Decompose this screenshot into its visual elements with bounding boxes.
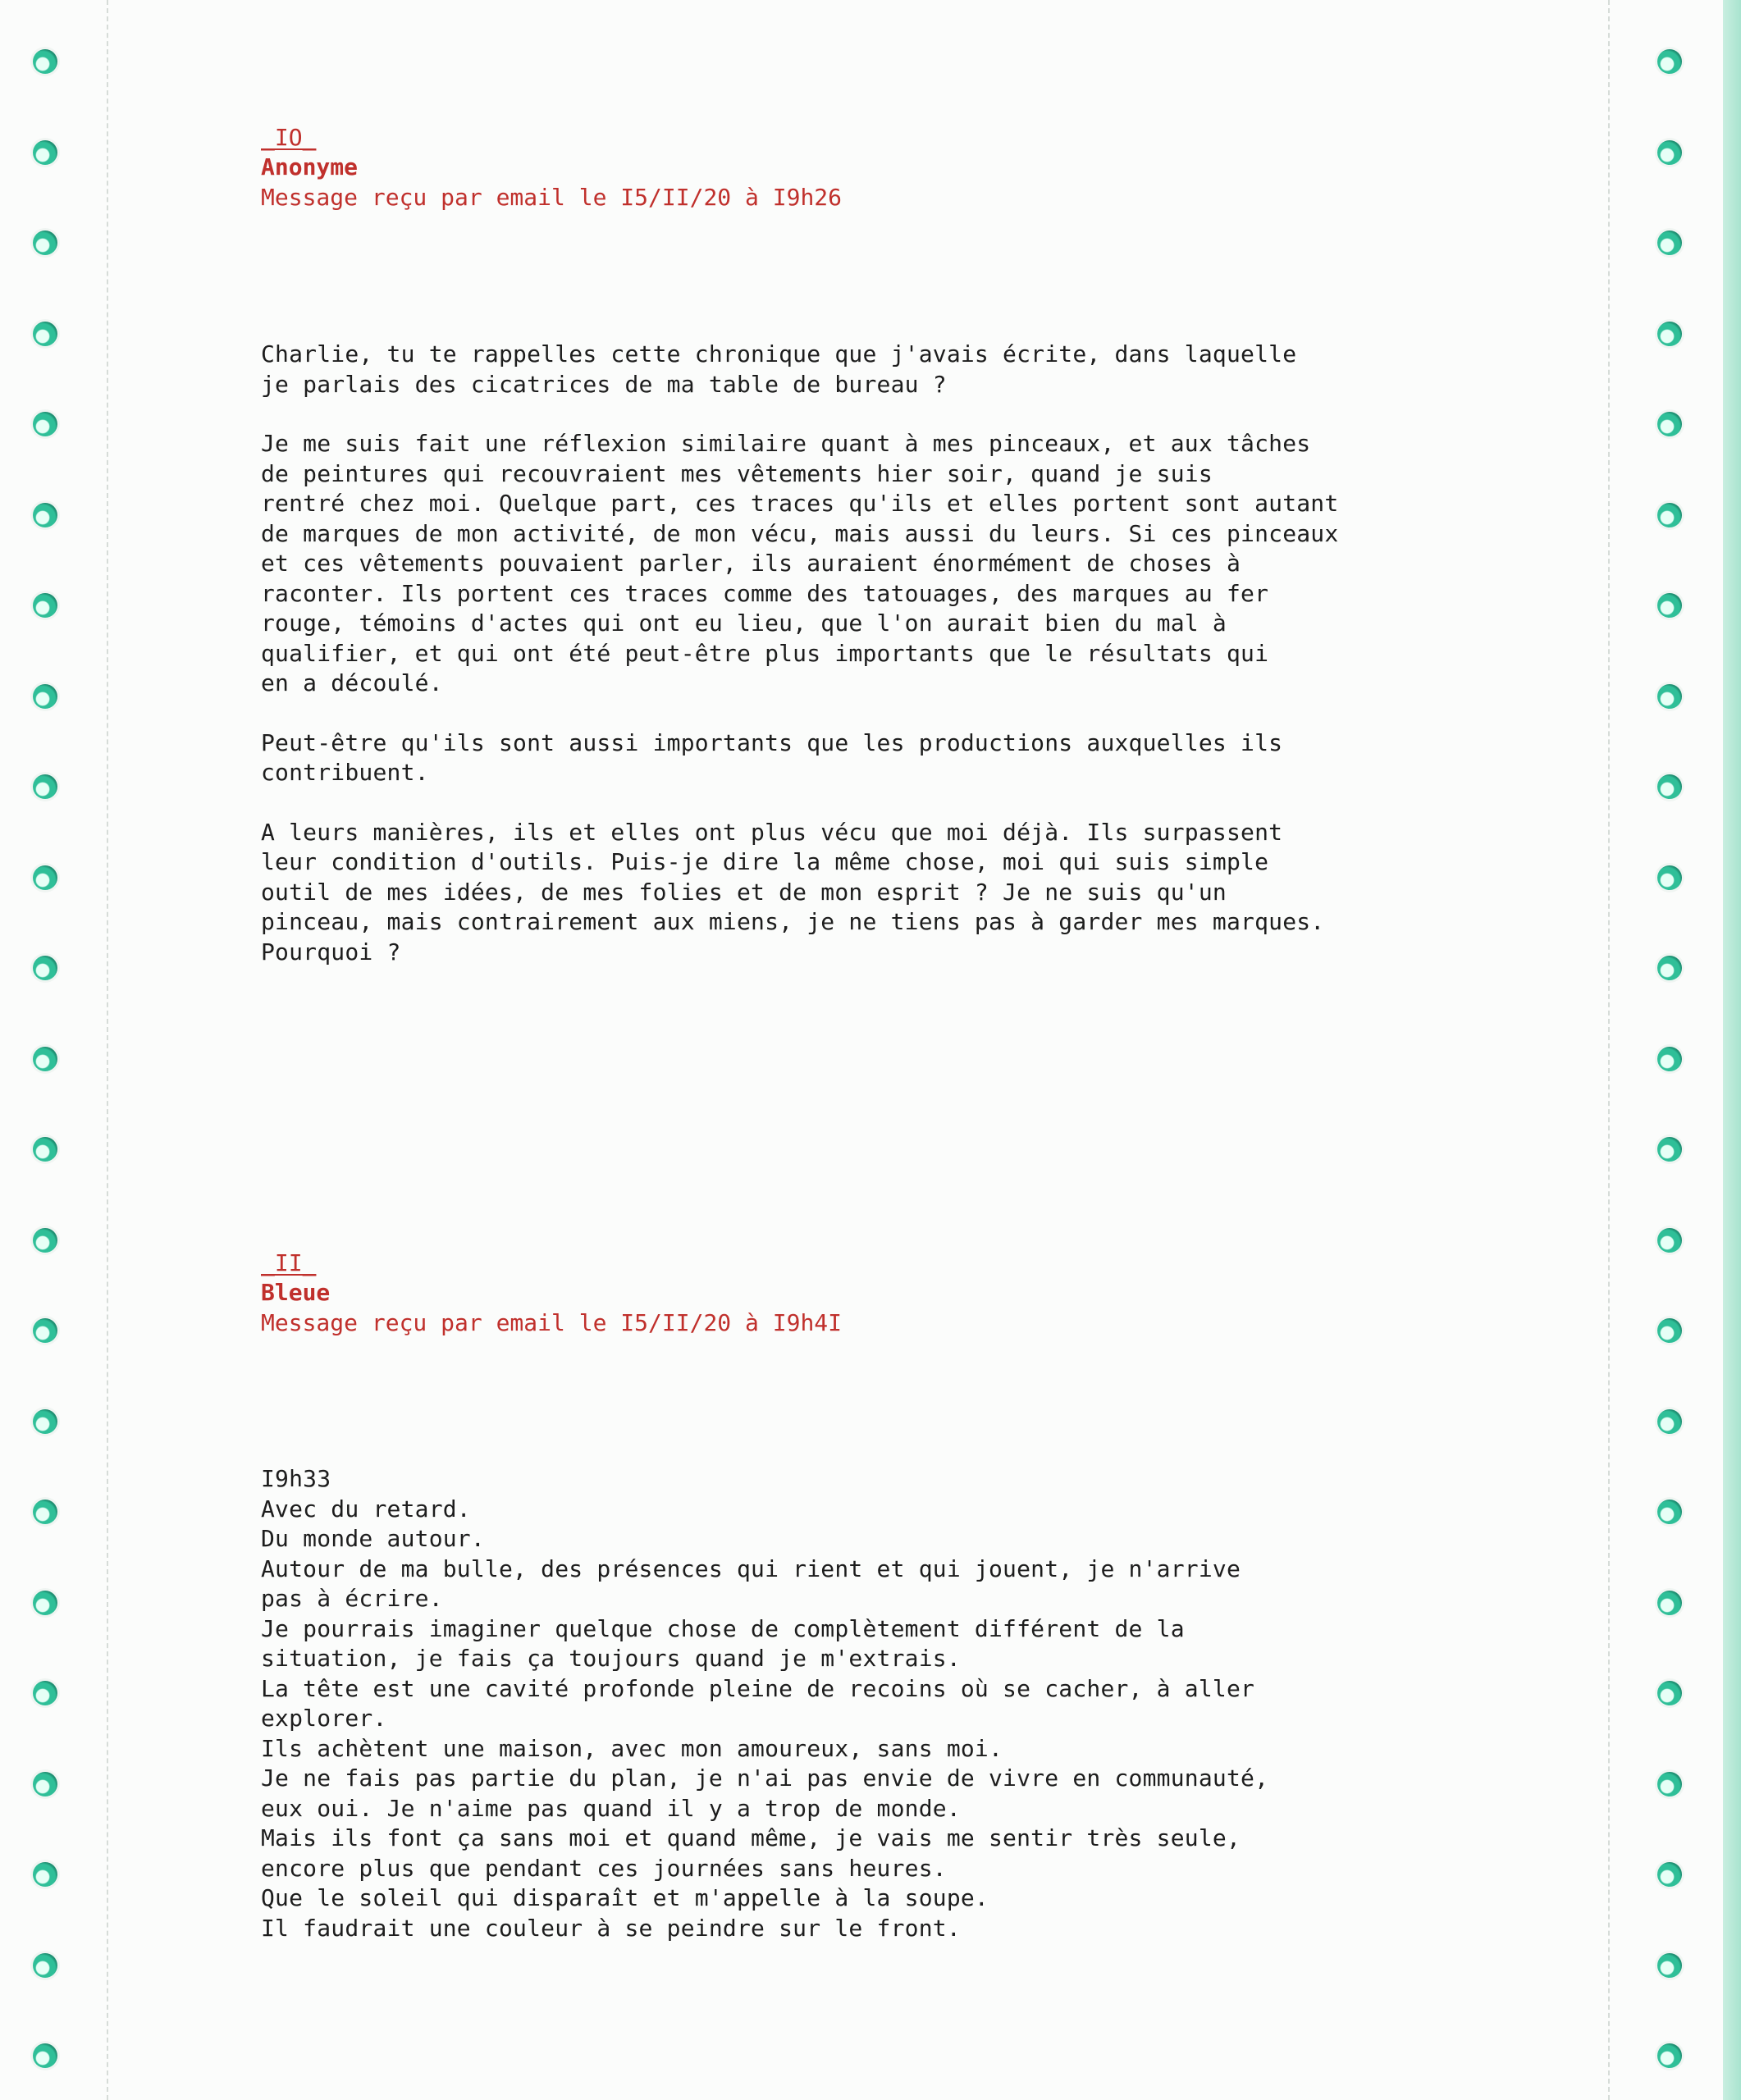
perforation-hole: [33, 1318, 57, 1343]
text-line: Que le soleil qui disparaît et m'appelle à la soupe.: [261, 1884, 989, 1911]
paragraph-gap: [261, 399, 1442, 429]
text-line: pas à écrire.: [261, 1585, 443, 1612]
perforation-hole: [1657, 2043, 1682, 2068]
perforation-hole: [1657, 593, 1682, 618]
entry-meta: Message reçu par email le I5/II/20 à I9h4I: [261, 1309, 843, 1336]
perforation-hole: [1657, 1953, 1682, 1978]
perforation-hole: [33, 412, 57, 436]
entry-author: Anonyme: [261, 153, 359, 180]
entry: [261, 123, 1442, 213]
entry: [261, 1249, 1442, 1339]
entry-number: _IO_: [261, 124, 317, 151]
perforation-hole: [1657, 1862, 1682, 1887]
perforation-hole: [33, 49, 57, 74]
text-line: qualifier, et qui ont été peut-être plus importants que le résultats qui: [261, 639, 1269, 667]
paragraph: [261, 728, 1442, 788]
paragraph-gap: [261, 788, 1442, 818]
text-line: I9h33: [261, 1465, 331, 1492]
perforation-hole: [33, 1591, 57, 1615]
perforation-hole: [1657, 774, 1682, 799]
perforation-hole: [1657, 1318, 1682, 1343]
text-line: Je pourrais imaginer quelque chose de complètement différent de la: [261, 1614, 1185, 1642]
text-line: A leurs manières, ils et elles ont plus vécu que moi déjà. Ils surpassent: [261, 818, 1283, 846]
perforation-hole: [33, 1047, 57, 1071]
perforation-hole: [33, 503, 57, 527]
text-line: Ils achètent une maison, avec mon amoureux, sans moi.: [261, 1734, 1003, 1762]
text-line: explorer.: [261, 1705, 387, 1732]
perforation-hole: [1657, 1500, 1682, 1524]
perforation-hole: [33, 684, 57, 709]
perforation-hole: [1657, 140, 1682, 165]
perforation-hole: [33, 956, 57, 980]
text-line: Mais ils font ça sans moi et quand même, je vais me sentir très seule,: [261, 1824, 1241, 1851]
text-line: Peut-être qu'ils sont aussi importants que les productions auxquelles ils: [261, 728, 1283, 756]
text-line: et ces vêtements pouvaient parler, ils auraient énormément de choses à: [261, 550, 1241, 577]
entry-text: [261, 1464, 1442, 1943]
perforation-hole: [1657, 1409, 1682, 1434]
perforation-hole: [33, 1228, 57, 1253]
perforation-hole: [33, 140, 57, 165]
perforation-hole: [1657, 231, 1682, 255]
perforation-hole: [33, 2043, 57, 2068]
text-line: Pourquoi ?: [261, 938, 401, 966]
entry-number: _II_: [261, 1249, 317, 1276]
text-line: en a découlé.: [261, 669, 443, 696]
perforation-hole: [1657, 322, 1682, 346]
perforation-hole: [33, 774, 57, 799]
perforation-hole: [33, 1772, 57, 1796]
text-line: Je ne fais pas partie du plan, je n'ai pas envie de vivre en communauté,: [261, 1764, 1269, 1792]
text-line: Avec du retard.: [261, 1495, 471, 1522]
text-line: Autour de ma bulle, des présences qui rient et qui jouent, je n'arrive: [261, 1554, 1241, 1582]
text-line: rentré chez moi. Quelque part, ces traces qu'ils et elles portent sont autant: [261, 490, 1339, 517]
text-line: raconter. Ils portent ces traces comme des tatouages, des marques au fer: [261, 579, 1269, 607]
text-line: rouge, témoins d'actes qui ont eu lieu, que l'on aurait bien du mal à: [261, 609, 1227, 637]
perforation-hole: [1657, 412, 1682, 436]
text-line: situation, je fais ça toujours quand je m'extrais.: [261, 1645, 961, 1672]
perforation-hole: [1657, 956, 1682, 980]
text-line: Je me suis fait une réflexion similaire quant à mes pinceaux, et aux tâches: [261, 430, 1311, 457]
text-line: de peintures qui recouvraient mes vêtements hier soir, quand je suis: [261, 459, 1213, 487]
perforation-hole: [1657, 1681, 1682, 1705]
perforation-hole: [1657, 1591, 1682, 1615]
text-line: de marques de mon activité, de mon vécu, mais aussi du leurs. Si ces pinceaux: [261, 519, 1339, 547]
text-line: La tête est une cavité profonde pleine de recoins où se cacher, à aller: [261, 1674, 1255, 1702]
perforation-hole: [1657, 1137, 1682, 1162]
perforation-hole: [33, 1409, 57, 1434]
perforation-hole: [1657, 684, 1682, 709]
paper-edge: [1723, 0, 1741, 2100]
text-line: Charlie, tu te rappelles cette chronique que j'avais écrite, dans laquelle: [261, 340, 1297, 368]
text-line: contribuent.: [261, 759, 429, 786]
perforation-hole: [1657, 1047, 1682, 1071]
text-line: eux oui. Je n'aime pas quand il y a trop de monde.: [261, 1794, 961, 1822]
perforation-hole: [33, 1953, 57, 1978]
perforation-hole: [33, 865, 57, 890]
perforation-hole: [33, 1137, 57, 1162]
perforation-hole: [33, 231, 57, 255]
perforation-hole: [1657, 503, 1682, 527]
paragraph: [261, 1464, 1442, 1943]
text-line: je parlais des cicatrices de ma table de bureau ?: [261, 370, 947, 398]
paragraph: [261, 340, 1442, 399]
text-line: outil de mes idées, de mes folies et de mon esprit ? Je ne suis qu'un: [261, 878, 1227, 906]
text-line: Il faudrait une couleur à se peindre sur le front.: [261, 1914, 961, 1942]
perforation-hole: [33, 322, 57, 346]
paragraph: [261, 429, 1442, 699]
entry-meta: Message reçu par email le I5/II/20 à I9h26: [261, 184, 843, 211]
entry-author: Bleue: [261, 1279, 331, 1306]
text-line: leur condition d'outils. Puis-je dire la même chose, moi qui suis simple: [261, 848, 1269, 875]
perforation-hole: [1657, 49, 1682, 74]
text-line: pinceau, mais contrairement aux miens, je ne tiens pas à garder mes marques.: [261, 908, 1325, 935]
perforation-hole: [33, 1500, 57, 1524]
perforation-hole: [33, 1862, 57, 1887]
text-line: encore plus que pendant ces journées sans heures.: [261, 1854, 947, 1882]
perforation-hole: [33, 593, 57, 618]
text-line: Du monde autour.: [261, 1525, 485, 1552]
paragraph-gap: [261, 699, 1442, 728]
entry-text: [261, 340, 1442, 967]
paragraph: [261, 818, 1442, 968]
perforation-hole: [33, 1681, 57, 1705]
perforation-hole: [1657, 1228, 1682, 1253]
perforation-hole: [1657, 865, 1682, 890]
perforation-hole: [1657, 1772, 1682, 1796]
